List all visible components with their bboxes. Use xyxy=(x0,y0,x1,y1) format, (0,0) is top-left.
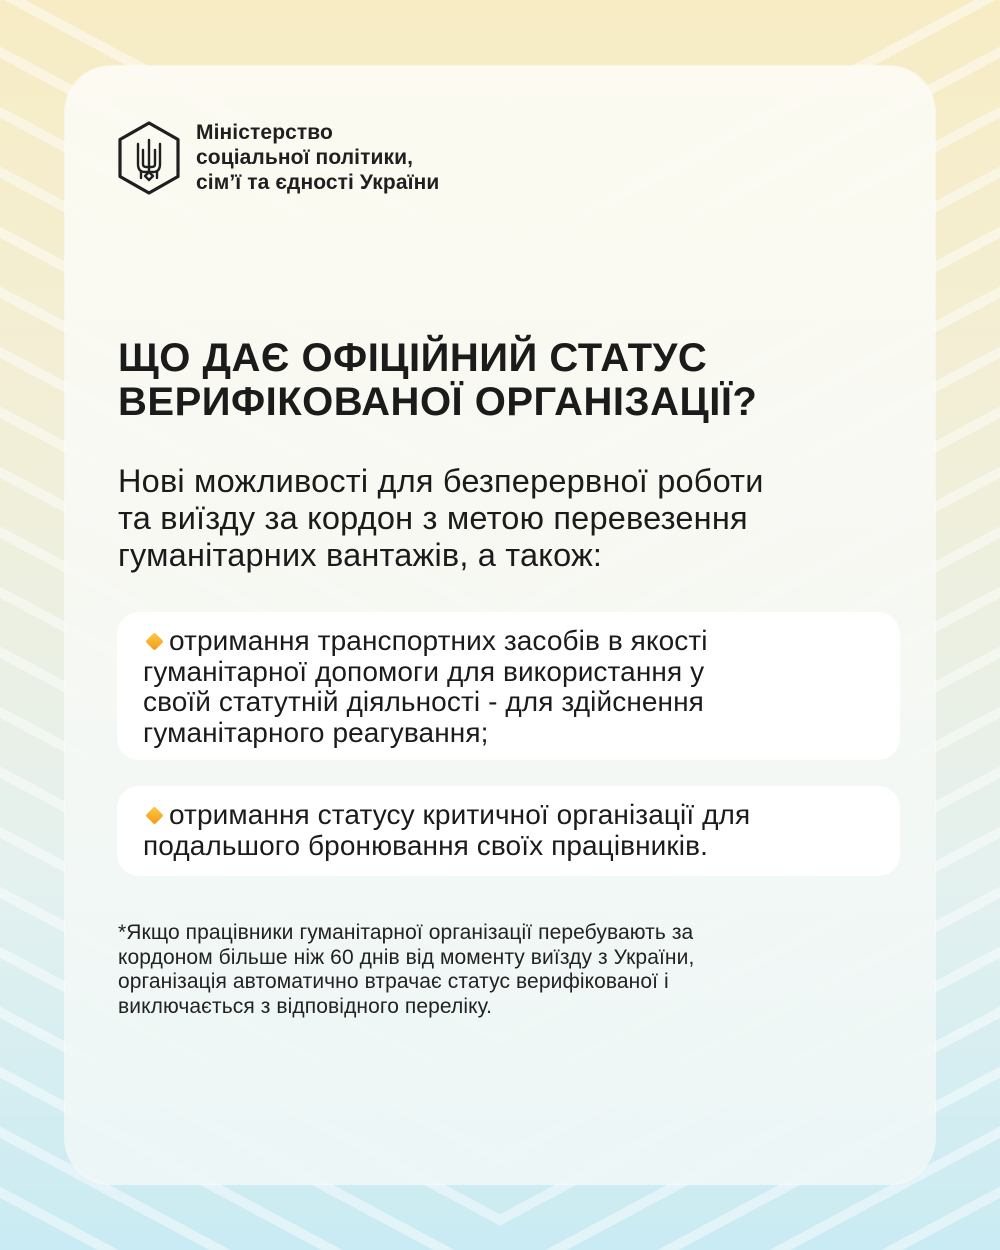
ministry-name xyxy=(196,120,439,195)
bullet-line: своїй статутній діяльності - для здійснення xyxy=(143,686,704,717)
footnote-line: *Якщо працівники гуманітарної організації перебувають за xyxy=(118,921,694,944)
ministry-name-line: Міністерство xyxy=(196,121,333,144)
bullet-line: подальшого бронювання своїх працівників. xyxy=(143,829,708,861)
page-title-line: ЩО ДАЄ ОФІЦІЙНИЙ СТАТУС xyxy=(118,336,708,380)
trident-hexagon-icon xyxy=(117,120,181,196)
ministry-name-line: соціальної політики, xyxy=(196,146,414,169)
bullet-card-critical-status xyxy=(117,786,900,876)
footnote xyxy=(118,921,694,1019)
bullet-card-vehicles xyxy=(117,612,900,760)
bullet-line: гуманітарного реагування; xyxy=(143,716,489,748)
ministry-name-line: сім’ї та єдності України xyxy=(196,171,440,194)
bullet-line: отримання статусу критичної організації для xyxy=(169,799,751,830)
intro-paragraph xyxy=(118,463,764,574)
orange-diamond-icon xyxy=(145,806,163,824)
bullet-line: гуманітарної допомоги для використання у xyxy=(143,655,705,687)
intro-line: та виїзду за кордон з метою перевезення xyxy=(118,500,748,536)
bullet-text xyxy=(143,626,708,748)
footnote-line: кордоном більше ніж 60 днів від моменту виїзду з України, xyxy=(118,945,695,969)
page-title-line: ВЕРИФІКОВАНОЇ ОРГАНІЗАЦІЇ? xyxy=(118,380,758,424)
bullet-line: отримання транспортних засобів в якості xyxy=(169,625,708,656)
bullet-text xyxy=(143,800,750,861)
footnote-line: організація автоматично втрачає статус верифікованої і xyxy=(118,970,669,993)
intro-line: Нові можливості для безперервної роботи xyxy=(118,463,764,499)
footnote-line: виключається з відповідного переліку. xyxy=(118,994,493,1018)
orange-diamond-icon xyxy=(145,632,163,650)
page-title xyxy=(118,336,757,424)
intro-line: гуманітарних вантажів, а також: xyxy=(118,537,603,573)
